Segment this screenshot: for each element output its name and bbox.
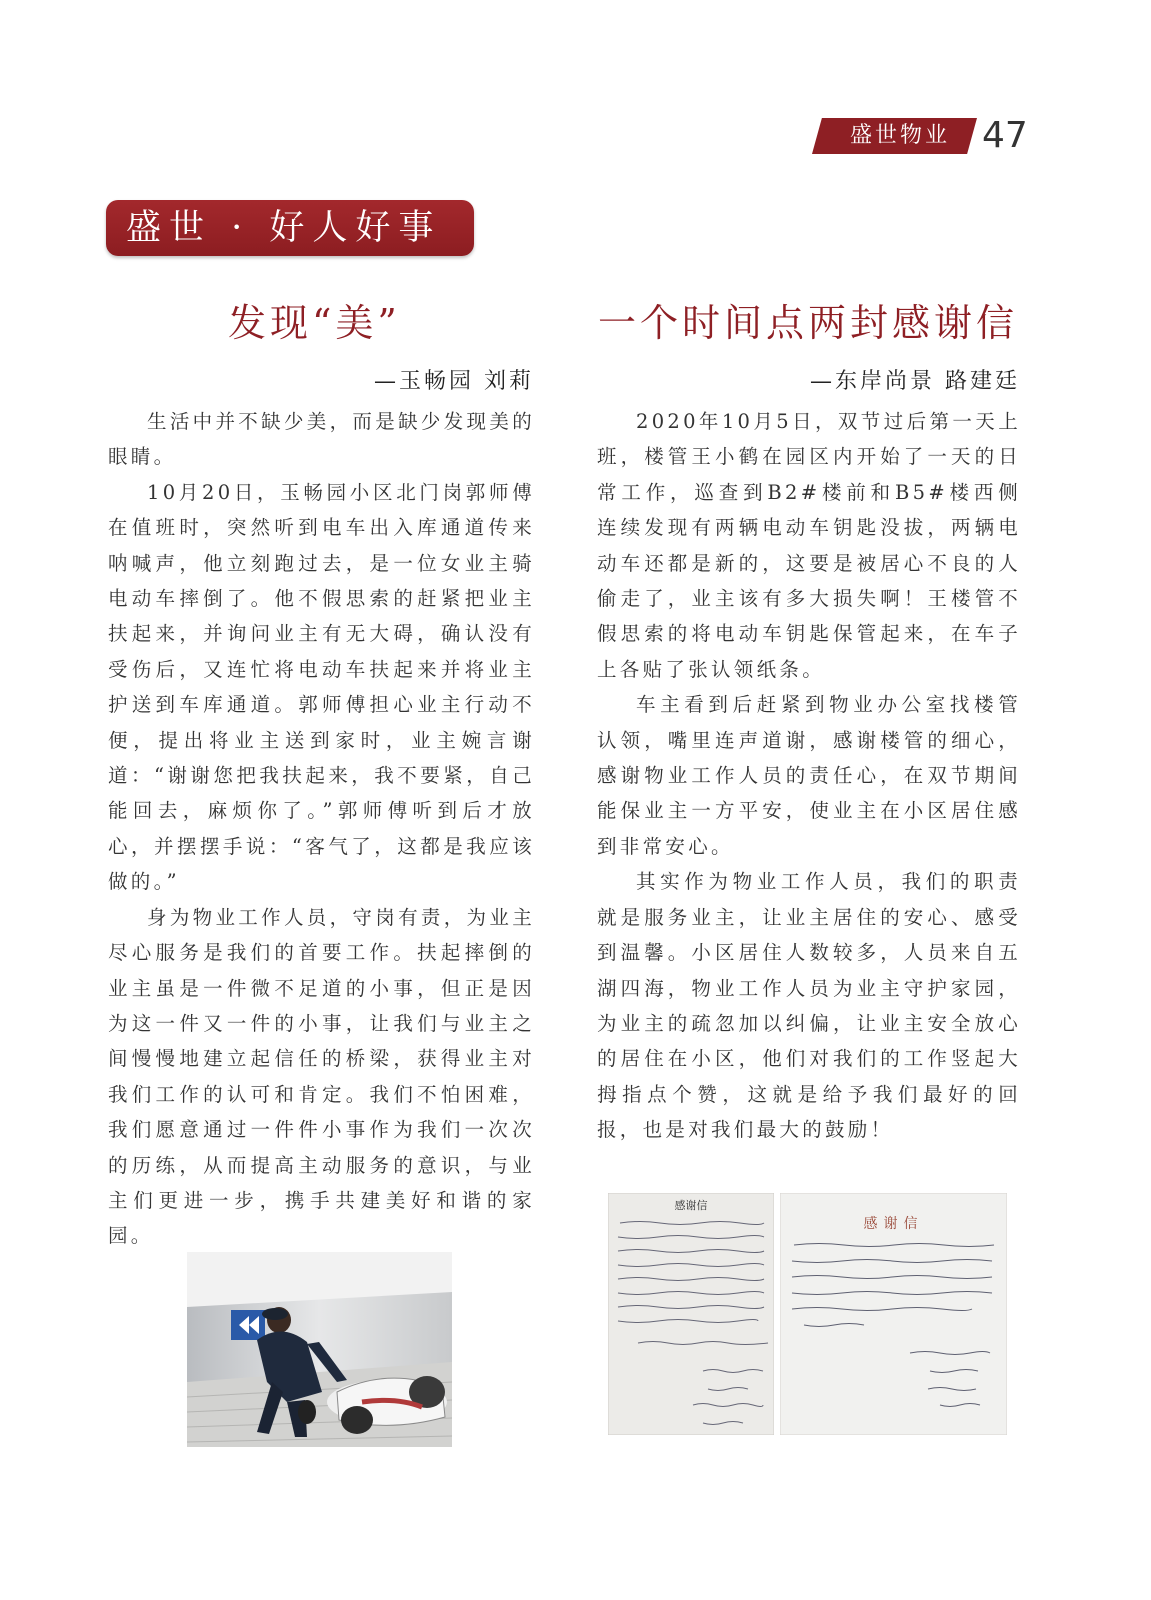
article-left-title: 发现“美” <box>228 301 401 345</box>
section-banner-label: 盛世 · 好人好事 <box>126 208 442 248</box>
guard-helping-illustration <box>187 1252 452 1447</box>
article-right-paragraph: 其实作为物业工作人员，我们的职责就是服务业主，让业主居住的安心、感受到温馨。小区居住人数较多，人员来自五湖四海，物业工作人员为业主守护家园，为业主的疏忽加以纠偏，让业主安全放心的居住在小区，他们对我们的工作竖起大拇指点个赞，这就是给予我们最好的回报，也是对我们最大的鼓励！ <box>597 870 1021 1142</box>
article-left-body <box>108 404 535 1254</box>
article-right-body <box>597 404 1021 1148</box>
article-left-paragraph: 10月20日，玉畅园小区北门岗郭师傅在值班时，突然听到电车出入库通道传来呐喊声，他立刻跑过去，是一位女业主骑电动车摔倒了。他不假思索的赶紧把业主扶起来，并询问业主有无大碍，确认没有受伤后，又连忙将电动车扶起来并将业主护送到车库通道。郭师傅担心业主行动不便，提出将业主送到家时，业主婉言谢道：“谢谢您把我扶起来，我不要紧，自己能回去，麻烦你了。”郭师傅听到后才放心，并摆摆手说：“客气了，这都是我应该做的。” <box>108 480 535 894</box>
article-right-title: 一个时间点两封感谢信 <box>598 301 1019 345</box>
article-left-byline: —玉畅园 刘莉 <box>374 369 534 394</box>
header-section-label: 盛世物业 <box>849 123 950 148</box>
letter-left-heading: 感谢信 <box>674 1199 708 1212</box>
guard-helping-photo <box>187 1252 452 1447</box>
article-left-paragraph: 生活中并不缺少美，而是缺少发现美的眼睛。 <box>108 410 535 469</box>
page-number: 47 <box>982 115 1028 156</box>
letter-right-heading: 感谢信 <box>863 1216 924 1232</box>
article-left-paragraph: 身为物业工作人员，守岗有责，为业主尽心服务是我们的首要工作。扶起摔倒的业主虽是一件微不足道的小事，但正是因为这一件又一件的小事，让我们与业主之间慢慢地建立起信任的桥梁，获得业主对我们工作的认可和肯定。我们不怕困难，我们愿意通过一件件小事作为我们一次次的历练，从而提高主动服务的意识，与业主们更进一步，携手共建美好和谐的家园。 <box>108 905 535 1248</box>
thank-you-letter-photo-2 <box>780 1193 1007 1435</box>
letter-1-handwriting <box>608 1193 774 1435</box>
article-right-byline: —东岸尚景 路建廷 <box>810 369 1020 394</box>
article-right-paragraph: 2020年10月5日，双节过后第一天上班，楼管王小鹤在园区内开始了一天的日常工作，巡查到B2#楼前和B5#楼西侧连续发现有两辆电动车钥匙没拔，两辆电动车还都是新的，这要是被居心不良的人偷走了，业主该有多大损失啊！王楼管不假思索的将电动车钥匙保管起来，在车子上各贴了张认领纸条。 <box>597 410 1021 681</box>
article-right-paragraph: 车主看到后赶紧到物业办公室找楼管认领，嘴里连声道谢，感谢楼管的细心，感谢物业工作人员的责任心，在双节期间能保业主一方平安，使业主在小区居住感到非常安心。 <box>597 693 1021 858</box>
thank-you-letter-photo-1 <box>608 1193 774 1435</box>
